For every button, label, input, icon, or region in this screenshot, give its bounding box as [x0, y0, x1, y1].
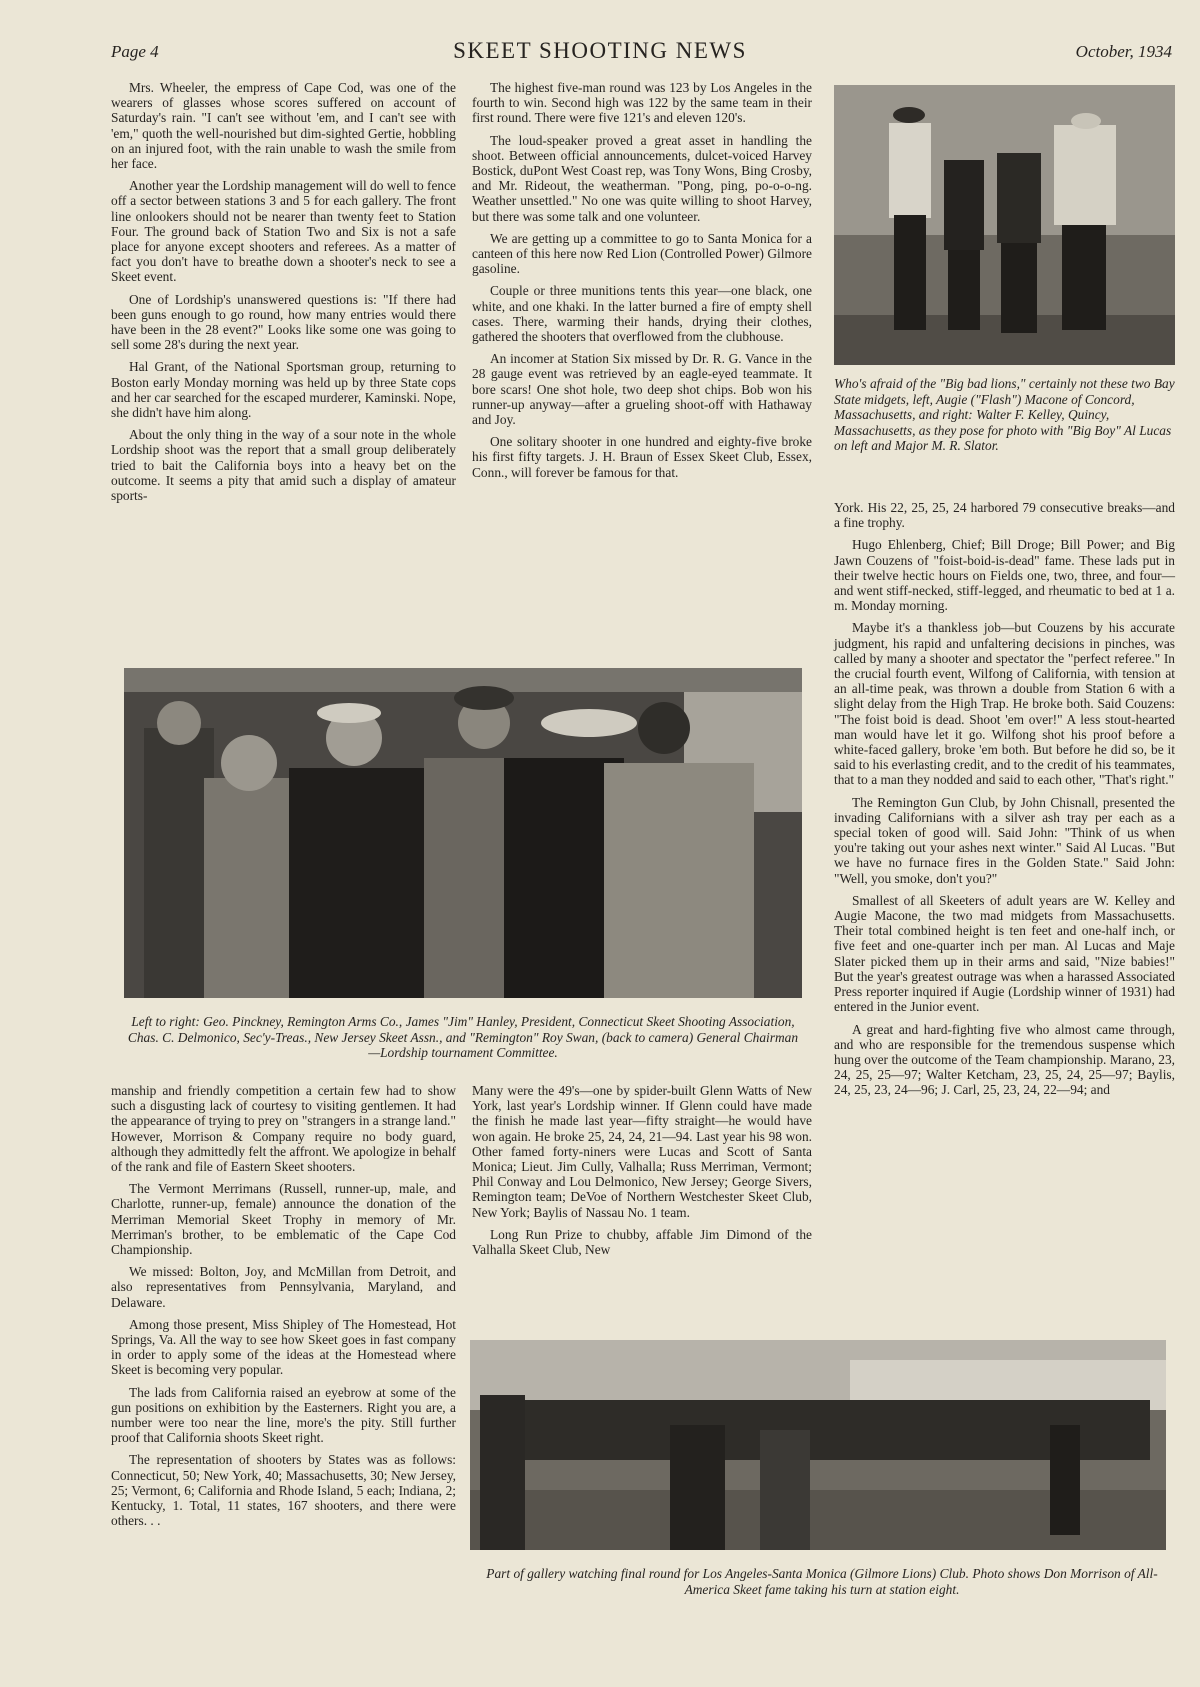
paragraph: A great and hard-fighting five who almost came through, and who are responsible for the tremendous suspense which hung over the outcome of the Team championship. Marano, 23, 24, 25, 25—97; Walter Ketcham, 23, 25, 24, 25—97; Baylis, 24, 25, 23, 24—96; J. Carl, 25, 23, 24, 22—94; and	[834, 1021, 1175, 1098]
column-2-top	[472, 80, 812, 487]
caption-officials	[124, 1014, 802, 1061]
paragraph: York. His 22, 25, 25, 24 harbored 79 consecutive breaks—and a fine trophy.	[834, 500, 1175, 531]
photo-officials	[124, 668, 802, 998]
paragraph: Couple or three munitions tents this year—one black, one white, and one khaki. In the latter burned a fire of empty shell cases. There, warming their hands, drying their clothes, gathered the shooters that overflowed from the clubhouse.	[472, 283, 812, 345]
column-2-bottom	[472, 1083, 812, 1264]
column-1-top	[111, 80, 456, 510]
page-number: Page 4	[111, 42, 159, 61]
paragraph: Maybe it's a thankless job—but Couzens by his accurate judgment, his rapid and unfaltering decisions in pinches, was called by many a shooter and spectator the "perfect referee." In the crucial fourth event, Wilfong of California, with tension at an all-time peak, was thrown a double from Station 6 with a slight delay from the High Trap. He broke both. Said Couzens: "The foist boid is dead. Shoot 'em over!" A less stout-hearted man would have let it go. Wilfong shot his proof before a white-faced gallery, broke 'em both. But before he did so, be it said to his everlasting credit, and to the credit of his teammates, that to a man they nodded and said to each other, "That's right."	[834, 620, 1175, 788]
caption-four-men	[834, 376, 1175, 454]
paragraph: One solitary shooter in one hundred and eighty-five broke his first fifty targets. J. H. Braun of Essex Skeet Club, Essex, Conn., will forever be famous for that.	[472, 434, 812, 480]
photo-officials-image	[124, 668, 802, 998]
paragraph: Mrs. Wheeler, the empress of Cape Cod, was one of the wearers of glasses whose scores suffered on account of Saturday's rain. "I can't see without 'em, and I can't see with 'em," quoth the well-nourished but dim-sighted Gertie, hobbling on an injured foot, with the rain unable to wash the smile from her face.	[111, 80, 456, 172]
publication-title: SKEET SHOOTING NEWS	[453, 38, 747, 63]
caption-text: Part of gallery watching final round for Los Angeles-Santa Monica (Gilmore Lions) Club. Photo shows Don Morrison of All-America Skeet fame taking his turn at station eight.	[486, 1566, 1158, 1597]
paragraph: The loud-speaker proved a great asset in handling the shoot. Between official announcements, dulcet-voiced Harvey Bostick, duPont West Coast rep, was Tony Wons, Bing Crosby, and Mr. Rideout, the weatherman. "Pong, ping, po-o-o-ng. Weather unsettled." No one was quite willing to shoot Harvey, but there was some talk and one volunteer.	[472, 132, 812, 224]
paragraph: The Remington Gun Club, by John Chisnall, presented the invading Californians with a silver ash tray per each as a special token of good will. Said John: "Think of us when you're taking out your ashes next winter." Said Al Lucas. "But we have no furnace fires in the Golden State." Said John: "Well, you smoke, don't you?"	[834, 794, 1175, 886]
photo-gallery-crowd	[470, 1340, 1166, 1550]
column-3	[834, 500, 1175, 1105]
paragraph: The representation of shooters by States was as follows: Connecticut, 50; New York, 40; Massachusetts, 30; New Jersey, 25; Vermont, 6; California and Rhode Island, 5 each; Indiana, 2; Kentucky, 1. Total, 11 states, 167 shooters, and there were others. . .	[111, 1452, 456, 1529]
paragraph: Smallest of all Skeeters of adult years are W. Kelley and Augie Macone, the two mad midgets from Massachusetts. Their total combined height is ten feet and one-half inch, or five feet and one-quarter inch per man. Al Lucas and Maje Slater picked them up in their arms and said, "Nize babies!" But the year's greatest outrage was when a harassed Associated Press reporter inquired if Augie (Lordship winner of 1931) had entered in the Junior event.	[834, 892, 1175, 1015]
paragraph: Among those present, Miss Shipley of The Homestead, Hot Springs, Va. All the way to see how Skeet goes in fast company in order to apply some of the ideas at the Homestead where Skeet is becoming very popular.	[111, 1316, 456, 1378]
paragraph: The highest five-man round was 123 by Los Angeles in the fourth to win. Second high was 122 by the same team in their first round. There were five 121's and eleven 120's.	[472, 80, 812, 126]
photo-four-men-image	[834, 85, 1175, 365]
paragraph: An incomer at Station Six missed by Dr. R. G. Vance in the 28 gauge event was retrieved by an eagle-eyed teammate. It bore scars! One shot hole, two deep shot chips. Bob won his runner-up anyway—after a grueling shoot-off with Hathaway and Joy.	[472, 351, 812, 428]
photo-gallery-crowd-image	[470, 1340, 1166, 1550]
paragraph: The Vermont Merrimans (Russell, runner-up, male, and Charlotte, runner-up, female) announce the donation of the Merriman Memorial Skeet Trophy in memory of Mr. Merriman's brother, to be emblematic of the Cape Cod Championship.	[111, 1181, 456, 1258]
paragraph: Hal Grant, of the National Sportsman group, returning to Boston early Monday morning was held up by three State cops and her car searched for the escaped murderer, Kaminski. Nope, she didn't have him along.	[111, 359, 456, 421]
page-header	[0, 38, 1200, 68]
paragraph: The lads from California raised an eyebrow at some of the gun positions on exhibition by the Easterners. Right you are, a number were too near the line, more's the pity. Still further proof that California shoots Skeet right.	[111, 1384, 456, 1446]
caption-gallery	[474, 1566, 1170, 1597]
paragraph: Another year the Lordship management will do well to fence off a sector between stations 3 and 5 for each gallery. The front line onlookers should not be nearer than twenty feet to Station Four. The ground back of Station Two and Six is not a safe place for anyone except shooters and referees. As a matter of fact you don't have to breathe down a shooter's neck to see a Skeet event.	[111, 178, 456, 285]
paragraph: We missed: Bolton, Joy, and McMillan from Detroit, and also representatives from Pennsylvania, Maryland, and Delaware.	[111, 1264, 456, 1310]
issue-date: October, 1934	[1075, 42, 1172, 61]
paragraph: manship and friendly competition a certain few had to show such a disgusting lack of courtesy to visiting gentlemen. It had the appearance of trying to prey on "strangers in a strange land." However, Morrison & Company require no body guard, although they admittedly felt the affront. We apologize in behalf of the rank and file of Eastern Skeet shooters.	[111, 1083, 456, 1175]
photo-four-men	[834, 85, 1175, 365]
paragraph: Hugo Ehlenberg, Chief; Bill Droge; Bill Power; and Big Jawn Couzens of "foist-boid-is-dead" fame. These lads put in their twelve hectic hours on Fields one, two, three, and four—and went stiff-necked, stiff-legged, and rheumatic to bed at 1 a. m. Monday morning.	[834, 537, 1175, 614]
caption-text: Who's afraid of the "Big bad lions," certainly not these two Bay State midgets, left, Augie ("Flash") Macone of Concord, Massachusetts, and right: Walter F. Kelley, Quincy, Massachusetts, as they pose for photo with "Big Boy" Al Lucas on left and Major M. R. Slator.	[834, 376, 1175, 453]
paragraph: Many were the 49's—one by spider-built Glenn Watts of New York, last year's Lordship winner. If Glenn could have made the finish he made last year—fifty straight—he would have won again. He broke 25, 24, 24, 21—94. Last year his 98 won. Other famed forty-niners were Lucas and Scott of Santa Monica; Lieut. Jim Cully, Valhalla; Russ Merriman, Vermont; Phil Conway and Lou Delmonico, New Jersey; George Sivers, Remington team; DeVoe of Northern Westchester Skeet Club, New York; Baylis of Nassau No. 1 team.	[472, 1083, 812, 1220]
paragraph: One of Lordship's unanswered questions is: "If there had been guns enough to go round, how many entries would there have been in the 28 event?" Looks like some one was going to sell some 28's during the next year.	[111, 291, 456, 353]
paragraph: We are getting up a committee to go to Santa Monica for a canteen of this here now Red Lion (Controlled Power) Gilmore gasoline.	[472, 230, 812, 277]
caption-text: Left to right: Geo. Pinckney, Remington Arms Co., James "Jim" Hanley, President, Connecticut Skeet Shooting Association, Chas. C. Delmonico, Sec'y-Treas., New Jersey Skeet Assn., and "Remington" Roy Swan, (back to camera) General Chairman—Lordship tournament Committee.	[127, 1014, 799, 1060]
paragraph: Long Run Prize to chubby, affable Jim Dimond of the Valhalla Skeet Club, New	[472, 1226, 812, 1258]
paragraph: About the only thing in the way of a sour note in the whole Lordship shoot was the report that a small group deliberately tried to bait the California boys into a heavy bet on the outcome. It seems a pity that amid such a display of amateur sports-	[111, 427, 456, 504]
column-1-bottom	[111, 1083, 456, 1535]
